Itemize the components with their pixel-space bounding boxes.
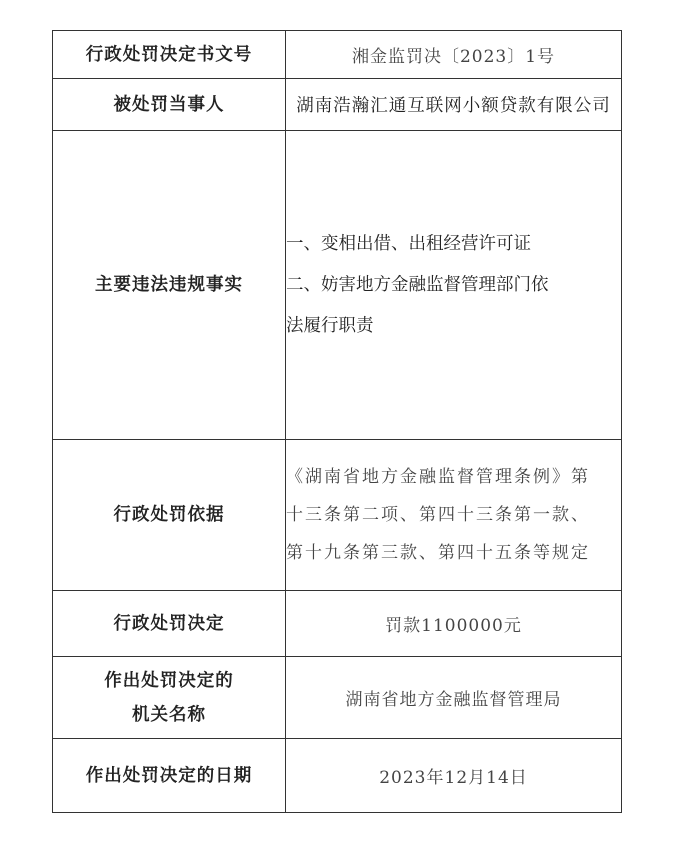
table-row-basis [53, 440, 622, 591]
authority-label-line2: 机关名称 [132, 704, 206, 725]
violations-label: 主要违法违规事实 [53, 131, 286, 440]
violation-item: 法履行职责 [286, 315, 374, 336]
violation-item: 二、妨害地方金融监督管理部门依 [286, 274, 549, 295]
penalty-decision-table [52, 30, 622, 813]
doc-number-label: 行政处罚决定书文号 [53, 31, 286, 79]
decision-label: 行政处罚决定 [53, 591, 286, 657]
basis-value-cell [286, 440, 622, 591]
table-row-party [53, 79, 622, 131]
basis-value: 《湖南省地方金融监督管理条例》第十三条第二项、第四十三条第一款、第十九条第三款、第四十五条等规定 [286, 467, 590, 563]
table-row-violations [53, 131, 622, 440]
table-row-date [53, 739, 622, 813]
date-value: 2023年12月14日 [286, 739, 622, 813]
decision-value: 罚款1100000元 [286, 591, 622, 657]
authority-value: 湖南省地方金融监督管理局 [286, 657, 622, 739]
table-row-doc-number [53, 31, 622, 79]
date-label: 作出处罚决定的日期 [53, 739, 286, 813]
party-value: 湖南浩瀚汇通互联网小额贷款有限公司 [286, 79, 622, 131]
authority-label [53, 657, 286, 739]
doc-number-value: 湘金监罚决〔2023〕1号 [286, 31, 622, 79]
violation-item: 一、变相出借、出租经营许可证 [286, 233, 531, 254]
authority-label-line1: 作出处罚决定的 [104, 670, 234, 691]
party-label: 被处罚当事人 [53, 79, 286, 131]
violations-value [286, 131, 622, 440]
table-row-authority [53, 657, 622, 739]
table-row-decision [53, 591, 622, 657]
basis-label: 行政处罚依据 [53, 440, 286, 591]
